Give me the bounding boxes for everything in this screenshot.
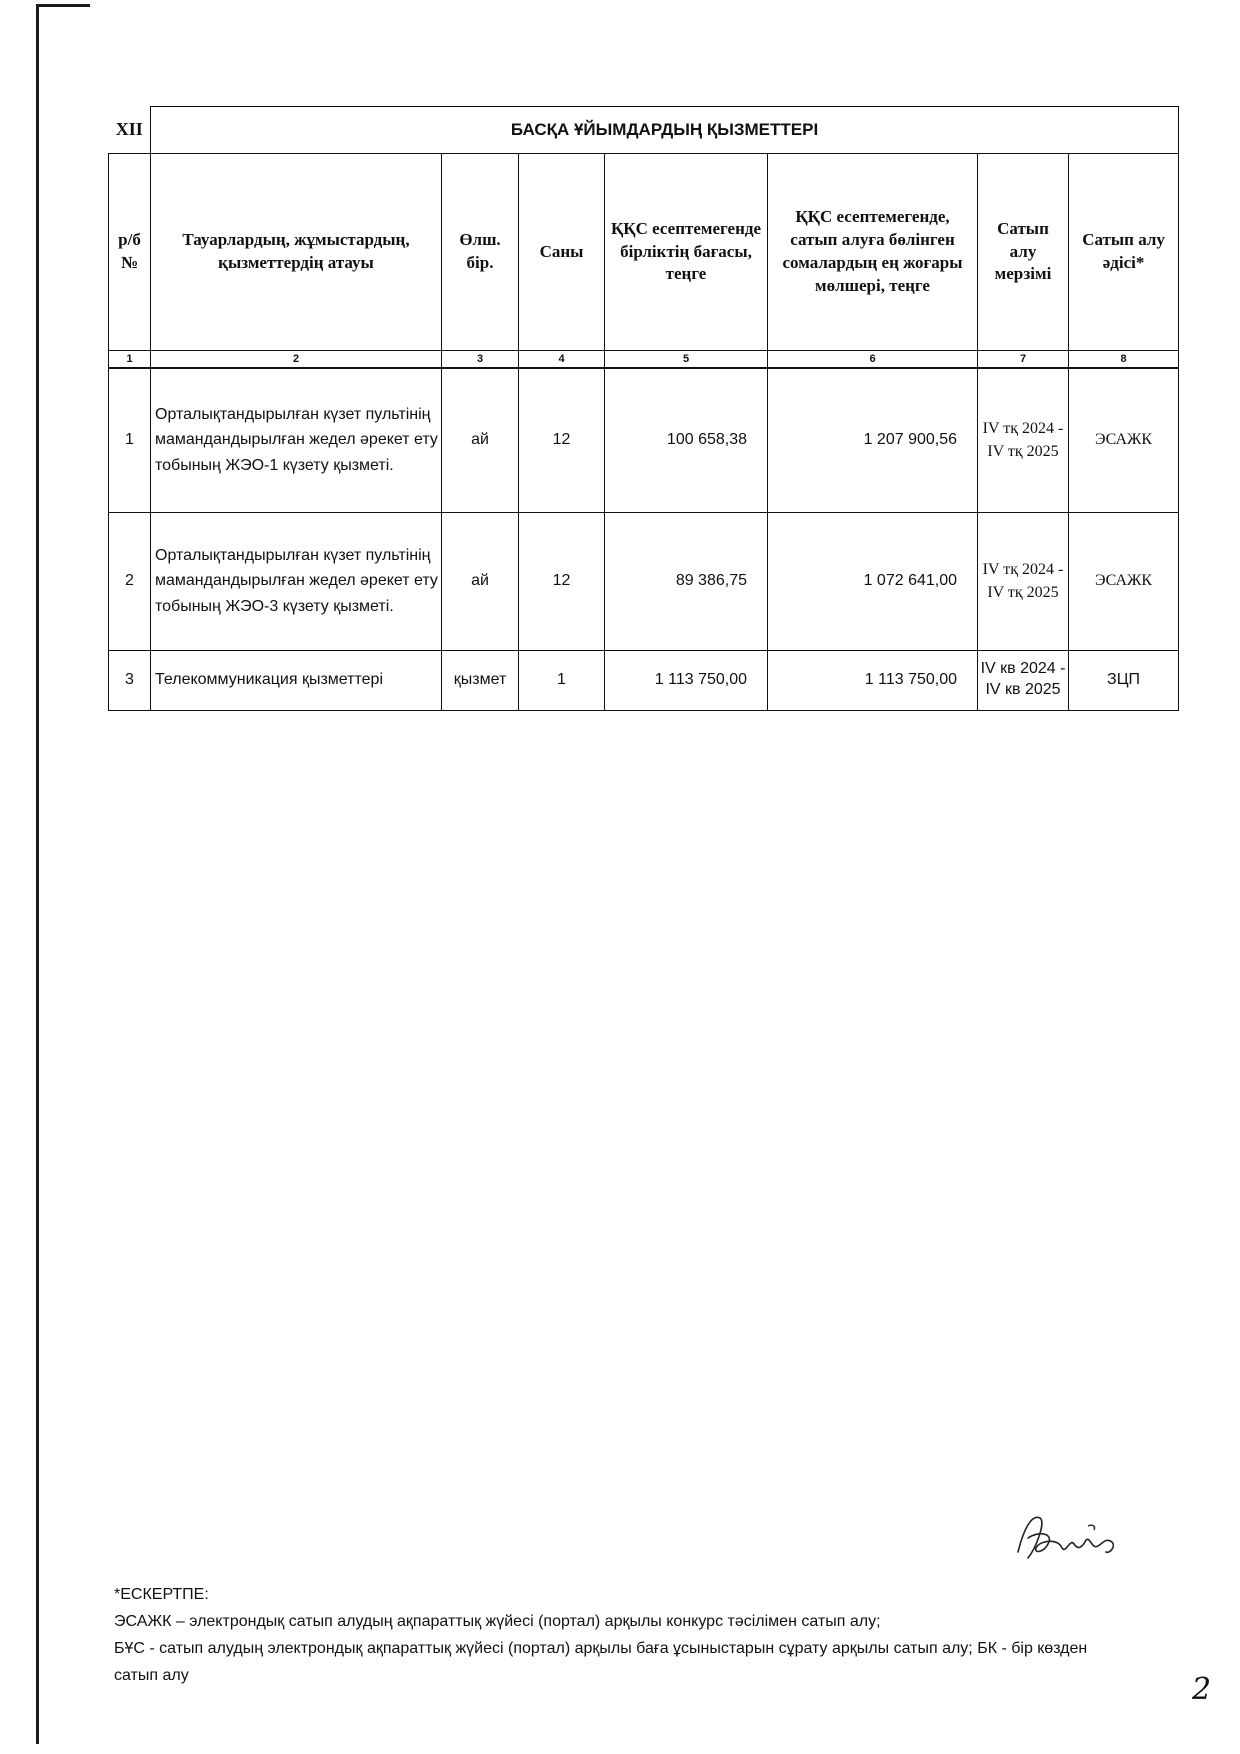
page-number: 2 — [1192, 1672, 1212, 1707]
header-unit-price: ҚҚС есептемегенде бірліктің бағасы, теңге — [605, 154, 768, 351]
row-number: 2 — [109, 512, 151, 650]
item-term: IV тқ 2024 - IV тқ 2025 — [978, 512, 1069, 650]
row-number: 1 — [109, 368, 151, 512]
column-header-row — [109, 154, 1179, 351]
item-method: ЭСАЖК — [1069, 512, 1179, 650]
signature-icon — [1010, 1508, 1130, 1571]
column-number: 4 — [519, 351, 605, 369]
section-header-row — [109, 107, 1179, 154]
column-number: 2 — [151, 351, 442, 369]
item-total: 1 113 750,00 — [768, 650, 978, 710]
table-row — [109, 512, 1179, 650]
item-total: 1 072 641,00 — [768, 512, 978, 650]
item-unit-price: 100 658,38 — [605, 368, 768, 512]
item-unit: қызмет — [442, 650, 519, 710]
header-unit: Өлш. бір. — [442, 154, 519, 351]
column-number-row — [109, 351, 1179, 369]
item-quantity: 12 — [519, 512, 605, 650]
item-name: Орталықтандырылған күзет пультінің мамандандырылған жедел әрекет ету тобының ЖЭО-1 күзету қызметі. — [151, 368, 442, 512]
column-number: 1 — [109, 351, 151, 369]
header-method: Сатып алу әдісі* — [1069, 154, 1179, 351]
footnote-line: ЭСАЖК – электрондық сатып алудың ақпараттық жүйесі (портал) арқылы конкурс тәсілімен сатып алу; — [114, 1612, 881, 1630]
header-term: Сатып алу мерзімі — [978, 154, 1069, 351]
header-row-number: р/б № — [109, 154, 151, 351]
column-number: 6 — [768, 351, 978, 369]
header-quantity: Саны — [519, 154, 605, 351]
header-name: Тауарлардың, жұмыстардың, қызметтердің атауы — [151, 154, 442, 351]
column-number: 7 — [978, 351, 1069, 369]
footnote — [114, 1582, 1134, 1690]
table-row — [109, 650, 1179, 710]
section-title: БАСҚА ҰЙЫМДАРДЫҢ ҚЫЗМЕТТЕРІ — [151, 107, 1179, 154]
item-quantity: 12 — [519, 368, 605, 512]
column-number: 8 — [1069, 351, 1179, 369]
procurement-table — [108, 106, 1179, 711]
item-total: 1 207 900,56 — [768, 368, 978, 512]
item-unit-price: 1 113 750,00 — [605, 650, 768, 710]
item-name: Телекоммуникация қызметтері — [151, 650, 442, 710]
item-unit: ай — [442, 512, 519, 650]
item-unit-price: 89 386,75 — [605, 512, 768, 650]
item-method: ЭСАЖК — [1069, 368, 1179, 512]
section-number: XII — [115, 119, 143, 140]
footnote-title: *ЕСКЕРТПЕ: — [114, 1586, 209, 1603]
item-name: Орталықтандырылған күзет пультінің мамандандырылған жедел әрекет ету тобының ЖЭО-3 күзету қызметі. — [151, 512, 442, 650]
item-term: IV тқ 2024 - IV тқ 2025 — [978, 368, 1069, 512]
footnote-line: БҰС - сатып алудың электрондық ақпараттық жүйесі (портал) арқылы баға ұсыныстарын сұрату арқылы сатып алу; БК - бір көзден сатып алу — [114, 1639, 1088, 1684]
item-unit: ай — [442, 368, 519, 512]
scan-edge-left — [36, 4, 39, 1744]
header-total: ҚҚС есептемегенде, сатып алуға бөлінген сомалардың ең жоғары мөлшері, теңге — [768, 154, 978, 351]
table-row — [109, 368, 1179, 512]
item-term: IV кв 2024 - IV кв 2025 — [978, 650, 1069, 710]
column-number: 5 — [605, 351, 768, 369]
row-number: 3 — [109, 650, 151, 710]
scan-edge-top — [36, 4, 90, 7]
column-number: 3 — [442, 351, 519, 369]
item-quantity: 1 — [519, 650, 605, 710]
item-method: ЗЦП — [1069, 650, 1179, 710]
